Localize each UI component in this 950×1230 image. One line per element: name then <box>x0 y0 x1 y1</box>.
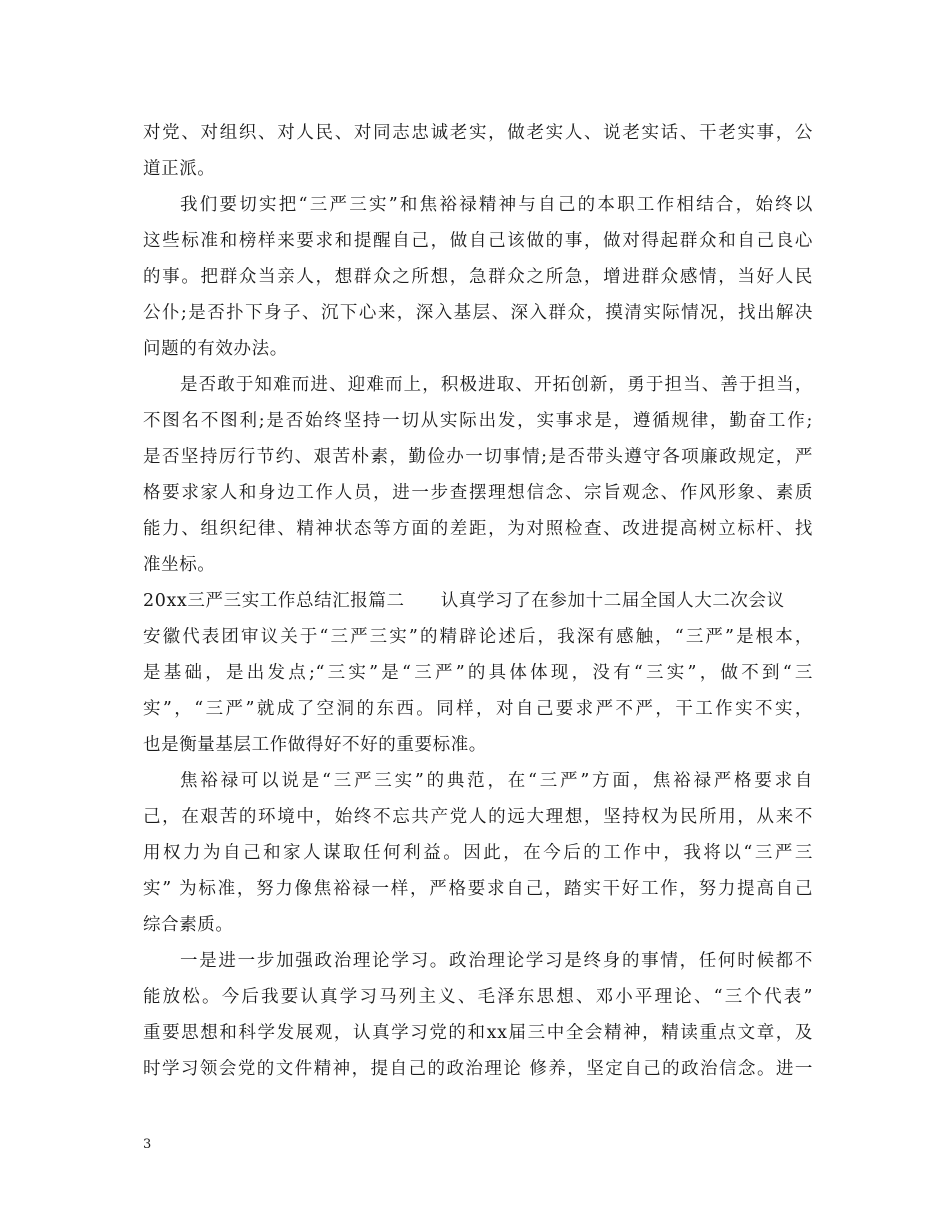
text-line: 能力、组织纪律、精神状态等方面的差距，为对照检查、改进提高树立标杆、找 <box>143 519 813 539</box>
text-line: 问题的有效办法。 <box>143 339 288 359</box>
text-line: 格要求家人和身边工作人员，进一步查摆理想信念、宗旨观念、作风形象、素质 <box>143 483 813 503</box>
text-line: 的事。把群众当亲人，想群众之所想，急群众之所急，增进群众感情，当好人民 <box>143 267 813 287</box>
text-line: 己，在艰苦的环境中，始终不忘共产党人的远大理想，坚持权为民所用，从来不 <box>143 807 813 827</box>
text-line: 综合素质。 <box>143 915 234 935</box>
text-line: 我们要切实把“三严三实”和焦裕禄精神与自己的本职工作相结合，始终以 <box>180 195 813 215</box>
text-line: 时学习领会党的文件精神，提自己的政治理论 修养，坚定自己的政治信念。进一 <box>143 1059 813 1079</box>
text-line: 公仆;是否扑下身子、沉下心来，深入基层、深入群众，摸清实际情况，找出解决 <box>143 303 813 323</box>
page-number: 3 <box>143 1137 152 1152</box>
text-line: 实” 为标准，努力像焦裕禄一样，严格要求自己，踏实干好工作，努力提高自己 <box>143 879 813 899</box>
text-line: 一是进一步加强政治理论学习。政治理论学习是终身的事情，任何时候都不 <box>180 951 813 971</box>
text-line: 也是衡量基层工作做得好不好的重要标准。 <box>143 735 487 755</box>
section-heading-line: 20xx三严三实工作总结汇报篇二 认真学习了在参加十二届全国人大二次会议 <box>143 591 785 611</box>
text-line: 不图名不图利;是否始终坚持一切从实际出发，实事求是，遵循规律，勤奋工作; <box>143 411 813 431</box>
text-line: 是否敢于知难而进、迎难而上，积极进取、开拓创新，勇于担当、善于担当， <box>180 375 813 395</box>
text-line: 这些标准和榜样来要求和提醒自己，做自己该做的事，做对得起群众和自己良心 <box>143 231 813 251</box>
text-line: 是否坚持厉行节约、艰苦朴素，勤俭办一切事情;是否带头遵守各项廉政规定，严 <box>143 447 813 467</box>
text-line: 实”，“三严”就成了空洞的东西。同样，对自己要求严不严，干工作实不实， <box>143 699 813 719</box>
text-line: 焦裕禄可以说是“三严三实”的典范，在“三严”方面，焦裕禄严格要求自 <box>180 771 813 791</box>
text-line: 对党、对组织、对人民、对同志忠诚老实，做老实人、说老实话、干老实事，公 <box>143 123 813 143</box>
text-line: 道正派。 <box>143 159 216 179</box>
text-line: 重要思想和科学发展观，认真学习党的和xx届三中全会精神，精读重点文章，及 <box>143 1023 813 1043</box>
text-line: 是基础，是出发点;“三实”是“三严”的具体体现，没有“三实”，做不到“三 <box>143 663 813 683</box>
text-line: 准坐标。 <box>143 555 216 575</box>
text-line: 安徽代表团审议关于“三严三实”的精辟论述后，我深有感触，“三严”是根本， <box>143 627 813 647</box>
text-line: 用权力为自己和家人谋取任何利益。因此，在今后的工作中，我将以“三严三 <box>143 843 813 863</box>
text-line: 能放松。今后我要认真学习马列主义、毛泽东思想、邓小平理论、“三个代表” <box>143 987 813 1007</box>
